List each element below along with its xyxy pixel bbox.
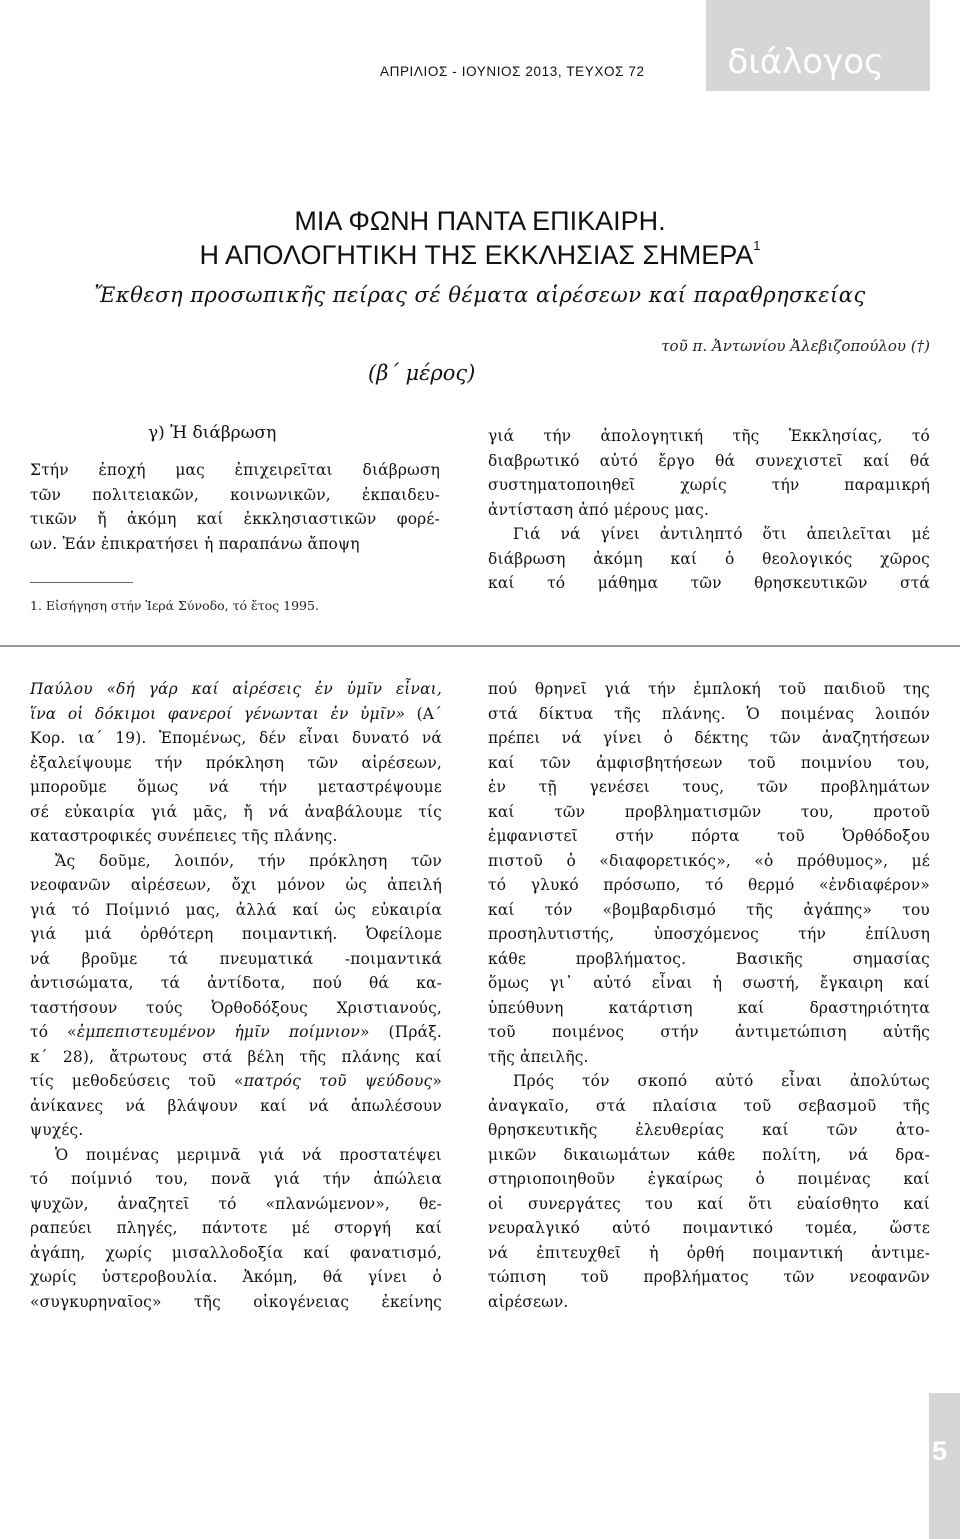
- text-line: ἀνίκανες νά βλάψουν καί νά ἀπωλέσουν: [30, 1096, 442, 1115]
- article-author: τοῦ π. Ἀντωνίου Ἀλεβιζοπούλου (†): [661, 337, 930, 355]
- text-line: καταστροφικές συνέπειες τῆς πλάνης.: [30, 827, 338, 845]
- text-line: ραπεύει πληγές, πάντοτε μέ στοργή καί: [30, 1219, 442, 1237]
- text-line: Γιά νά γίνει ἀντιληπτό ὅτι ἀπειλεῖται μέ: [513, 525, 930, 543]
- bottom-left-column: [30, 677, 442, 1314]
- top-right-column: [488, 424, 930, 596]
- text-line: τῶν πολιτειακῶν, κοινωνικῶν, ἐκπαιδευ-: [30, 485, 440, 504]
- text-line: ὅμως γι᾽ αὐτό εἶναι ἡ σωστή, ἔγκαιρη καί: [488, 974, 930, 992]
- text-line: νευραλγικό αὐτό ποιμαντικό τομέα, ὥστε: [488, 1219, 930, 1237]
- text-line: διαβρωτικό αὐτό ἔργο θά συνεχιστεῖ καί θά: [488, 451, 930, 470]
- text-line: στά δίκτυα τῆς πλάνης. Ὁ ποιμένας λοιπόν: [488, 704, 930, 723]
- text-line: γιά τό Ποίμνιό μας, ἀλλά καί ὡς εὐκαιρία: [30, 900, 442, 919]
- issue-info: ΑΠΡΙΛΙΟΣ - ΙΟΥΝΙΟΣ 2013, ΤΕΥΧΟΣ 72: [380, 64, 645, 79]
- page-number: 5: [932, 1436, 948, 1466]
- text-line: ταστήσουν τούς Ὀρθοδόξους Χριστιανούς,: [30, 998, 442, 1017]
- text-line: χωρίς ὑστεροβουλία. Ἀκόμη, θά γίνει ὁ: [30, 1268, 442, 1286]
- text-line: γιά τήν ἀπολογητική τῆς Ἐκκλησίας, τό: [488, 427, 930, 445]
- text-line: πρέπει νά γίνει ὁ δέκτης τῶν ἀναζητήσεων: [488, 729, 930, 747]
- text-line: τικῶν ἤ ἀκόμη καί ἐκκλησιαστικῶν φορέ-: [30, 510, 440, 528]
- section-heading: γ) Ἡ διάβρωση: [148, 423, 277, 443]
- footnote-rule: [30, 582, 133, 583]
- text-line: τό γλυκό πρόσωπο, τό θερμό «ἐνδιαφέρον»: [488, 876, 930, 894]
- text-line: ἐξαλείψουμε τήν πρόκληση τῶν αἱρέσεων,: [30, 753, 442, 772]
- text-line: σέ εὐκαιρία γιά μᾶς, ἤ νά ἀναβάλουμε τίς: [30, 802, 442, 821]
- text-line: μποροῦμε ὅμως νά τήν μεταστρέψουμε: [30, 778, 442, 796]
- bottom-right-column: [488, 677, 930, 1314]
- text-line: οἱ συνεργάτες του καί ὅτι εὐαίσθητο καί: [488, 1194, 930, 1213]
- article-part: (β΄ μέρος): [368, 361, 476, 385]
- section-separator: [0, 645, 960, 647]
- text-line: Στήν ἐποχή μας ἐπιχειρεῖται διάβρωση: [30, 461, 440, 479]
- title-footnote-mark: 1: [753, 238, 761, 253]
- text-line: ἐμφανιστεῖ στήν πόρτα τοῦ Ὀρθόδοξου: [488, 827, 930, 845]
- text-line: νά βροῦμε τά πνευματικά -ποιμαντικά: [30, 949, 442, 968]
- article-title-line2: Η ΑΠΟΛΟΓΗΤΙΚΗ ΤΗΣ ΕΚΚΛΗΣΙΑΣ ΣΗΜΕΡΑ$^1$: [199, 238, 761, 270]
- text-line: κ΄ 28), ἄτρωτους στά βέλη τῆς πλάνης καί: [30, 1047, 442, 1066]
- magazine-brand: διάλογος: [727, 42, 884, 82]
- text-line: θρησκευτικῆς ἐλευθερίας καί τῶν ἀτο-: [488, 1121, 930, 1139]
- text-line: κάθε προβλήματος. Βασικῆς σημασίας: [488, 949, 930, 968]
- text-line: ἀντίσταση ἀπό μέρους μας.: [488, 500, 710, 519]
- text-line: «συγκυρηναῖος» τῆς οἰκογένειας ἐκείνης: [30, 1292, 442, 1311]
- text-line: Κορ. ια΄ 19). Ἑπομένως, δέν εἶναι δυνατό νά: [30, 729, 442, 747]
- text-line: ἵνα οἱ δόκιμοι φανεροί γένωνται ἐν ὑμῖν» (Α΄: [30, 704, 442, 723]
- text-line: καί τόν «βομβαρδισμό τῆς ἀγάπης» του: [488, 900, 930, 919]
- text-line: ὑπεύθυνη κατάρτιση καί δραστηριότητα: [488, 998, 930, 1017]
- text-line: ψυχές.: [30, 1121, 84, 1139]
- text-line: ἐν τῇ γενέσει τους, τῶν προβλημάτων: [488, 778, 930, 796]
- text-line: καί τῶν ἀμφισβητήσεων τοῦ ποιμνίου του,: [488, 753, 930, 772]
- text-line: συστηματοποιηθεῖ χωρίς τήν παραμικρή: [488, 476, 930, 494]
- top-left-column: [30, 458, 440, 556]
- text-line: Πρός τόν σκοπό αὐτό εἶναι ἀπολύτως: [513, 1072, 930, 1090]
- text-line: τό «ἐμπεπιστευμένον ἡμῖν ποίμνιον» (Πράξ.: [30, 1023, 442, 1041]
- text-line: στηριοποιηθοῦν ἐγκαίρως ὁ ποιμένας καί: [488, 1170, 930, 1188]
- text-line: ων. Ἐάν ἐπικρατήσει ἡ παραπάνω ἄποψη: [30, 534, 360, 553]
- text-line: τοῦ ποιμένος στήν ἀντιμετώπιση αὐτῆς: [488, 1023, 930, 1041]
- text-line: ἀναγκαῖο, στά πλαίσια τοῦ σεβασμοῦ τῆς: [488, 1096, 930, 1115]
- text-line: μικῶν δικαιωμάτων κάθε πολίτη, νά δρα-: [488, 1145, 930, 1164]
- text-line: τώπιση τοῦ προβλήματος τῶν νεοφανῶν: [488, 1268, 930, 1286]
- text-line: πιστοῦ ὁ «διαφορετικός», «ὁ πρόθυμος», μέ: [488, 851, 930, 870]
- text-line: τό ποίμνιό του, πονᾶ γιά τήν ἀπώλεια: [30, 1170, 442, 1188]
- text-line: Ἄς δοῦμε, λοιπόν, τήν πρόκληση τῶν: [55, 851, 442, 870]
- text-line: Παύλου «δή γάρ καί αἱρέσεις ἐν ὑμῖν εἶναι,: [30, 680, 442, 698]
- text-line: προσηλυτιστής, ὑποσχόμενος τήν ἐπίλυση: [488, 925, 930, 943]
- text-line: αἱρέσεων.: [488, 1292, 569, 1311]
- article-title-line1: ΜΙΑ ΦΩΝΗ ΠΑΝΤΑ ΕΠΙΚΑΙΡΗ.: [294, 206, 666, 236]
- text-line: τῆς ἀπειλῆς.: [488, 1047, 589, 1066]
- footnote: 1. Εἰσήγηση στήν Ἱερά Σύνοδο, τό ἔτος 1995.: [30, 598, 319, 613]
- text-line: καί τό μάθημα τῶν θρησκευτικῶν στά: [488, 574, 930, 592]
- text-line: ἀντισώματα, τά ἀντίδοτα, πού θά κα-: [30, 974, 442, 992]
- text-line: διάβρωση ἀκόμη καί ὁ θεολογικός χῶρος: [488, 549, 930, 568]
- text-line: Ὁ ποιμένας μεριμνᾶ γιά νά προστατέψει: [55, 1145, 442, 1164]
- text-line: γιά μιά ὀρθότερη ποιμαντική. Ὀφείλομε: [30, 925, 442, 943]
- text-line: νεοφανῶν αἱρέσεων, ὄχι μόνον ὡς ἀπειλή: [30, 876, 442, 894]
- text-line: νά ἐπιτευχθεῖ ἡ ὀρθή ποιμαντική ἀντιμε-: [488, 1243, 930, 1262]
- text-line: ψυχῶν, ἀναζητεῖ τό «πλανώμενον», θε-: [30, 1194, 442, 1213]
- article-subtitle: Ἔκθεση προσωπικῆς πείρας σέ θέματα αἱρέσεων καί παραθρησκείας: [94, 283, 866, 307]
- text-line: καί τῶν προβληματισμῶν του, προτοῦ: [488, 802, 930, 821]
- text-line: ἀγάπη, χωρίς μισαλλοδοξία καί φανατισμό,: [30, 1243, 442, 1262]
- text-line: τίς μεθοδεύσεις τοῦ «πατρός τοῦ ψεύδους»: [30, 1072, 443, 1090]
- magazine-brand-box: [706, 0, 930, 91]
- text-line: πού θρηνεῖ γιά τήν ἐμπλοκή τοῦ παιδιοῦ της: [488, 680, 930, 698]
